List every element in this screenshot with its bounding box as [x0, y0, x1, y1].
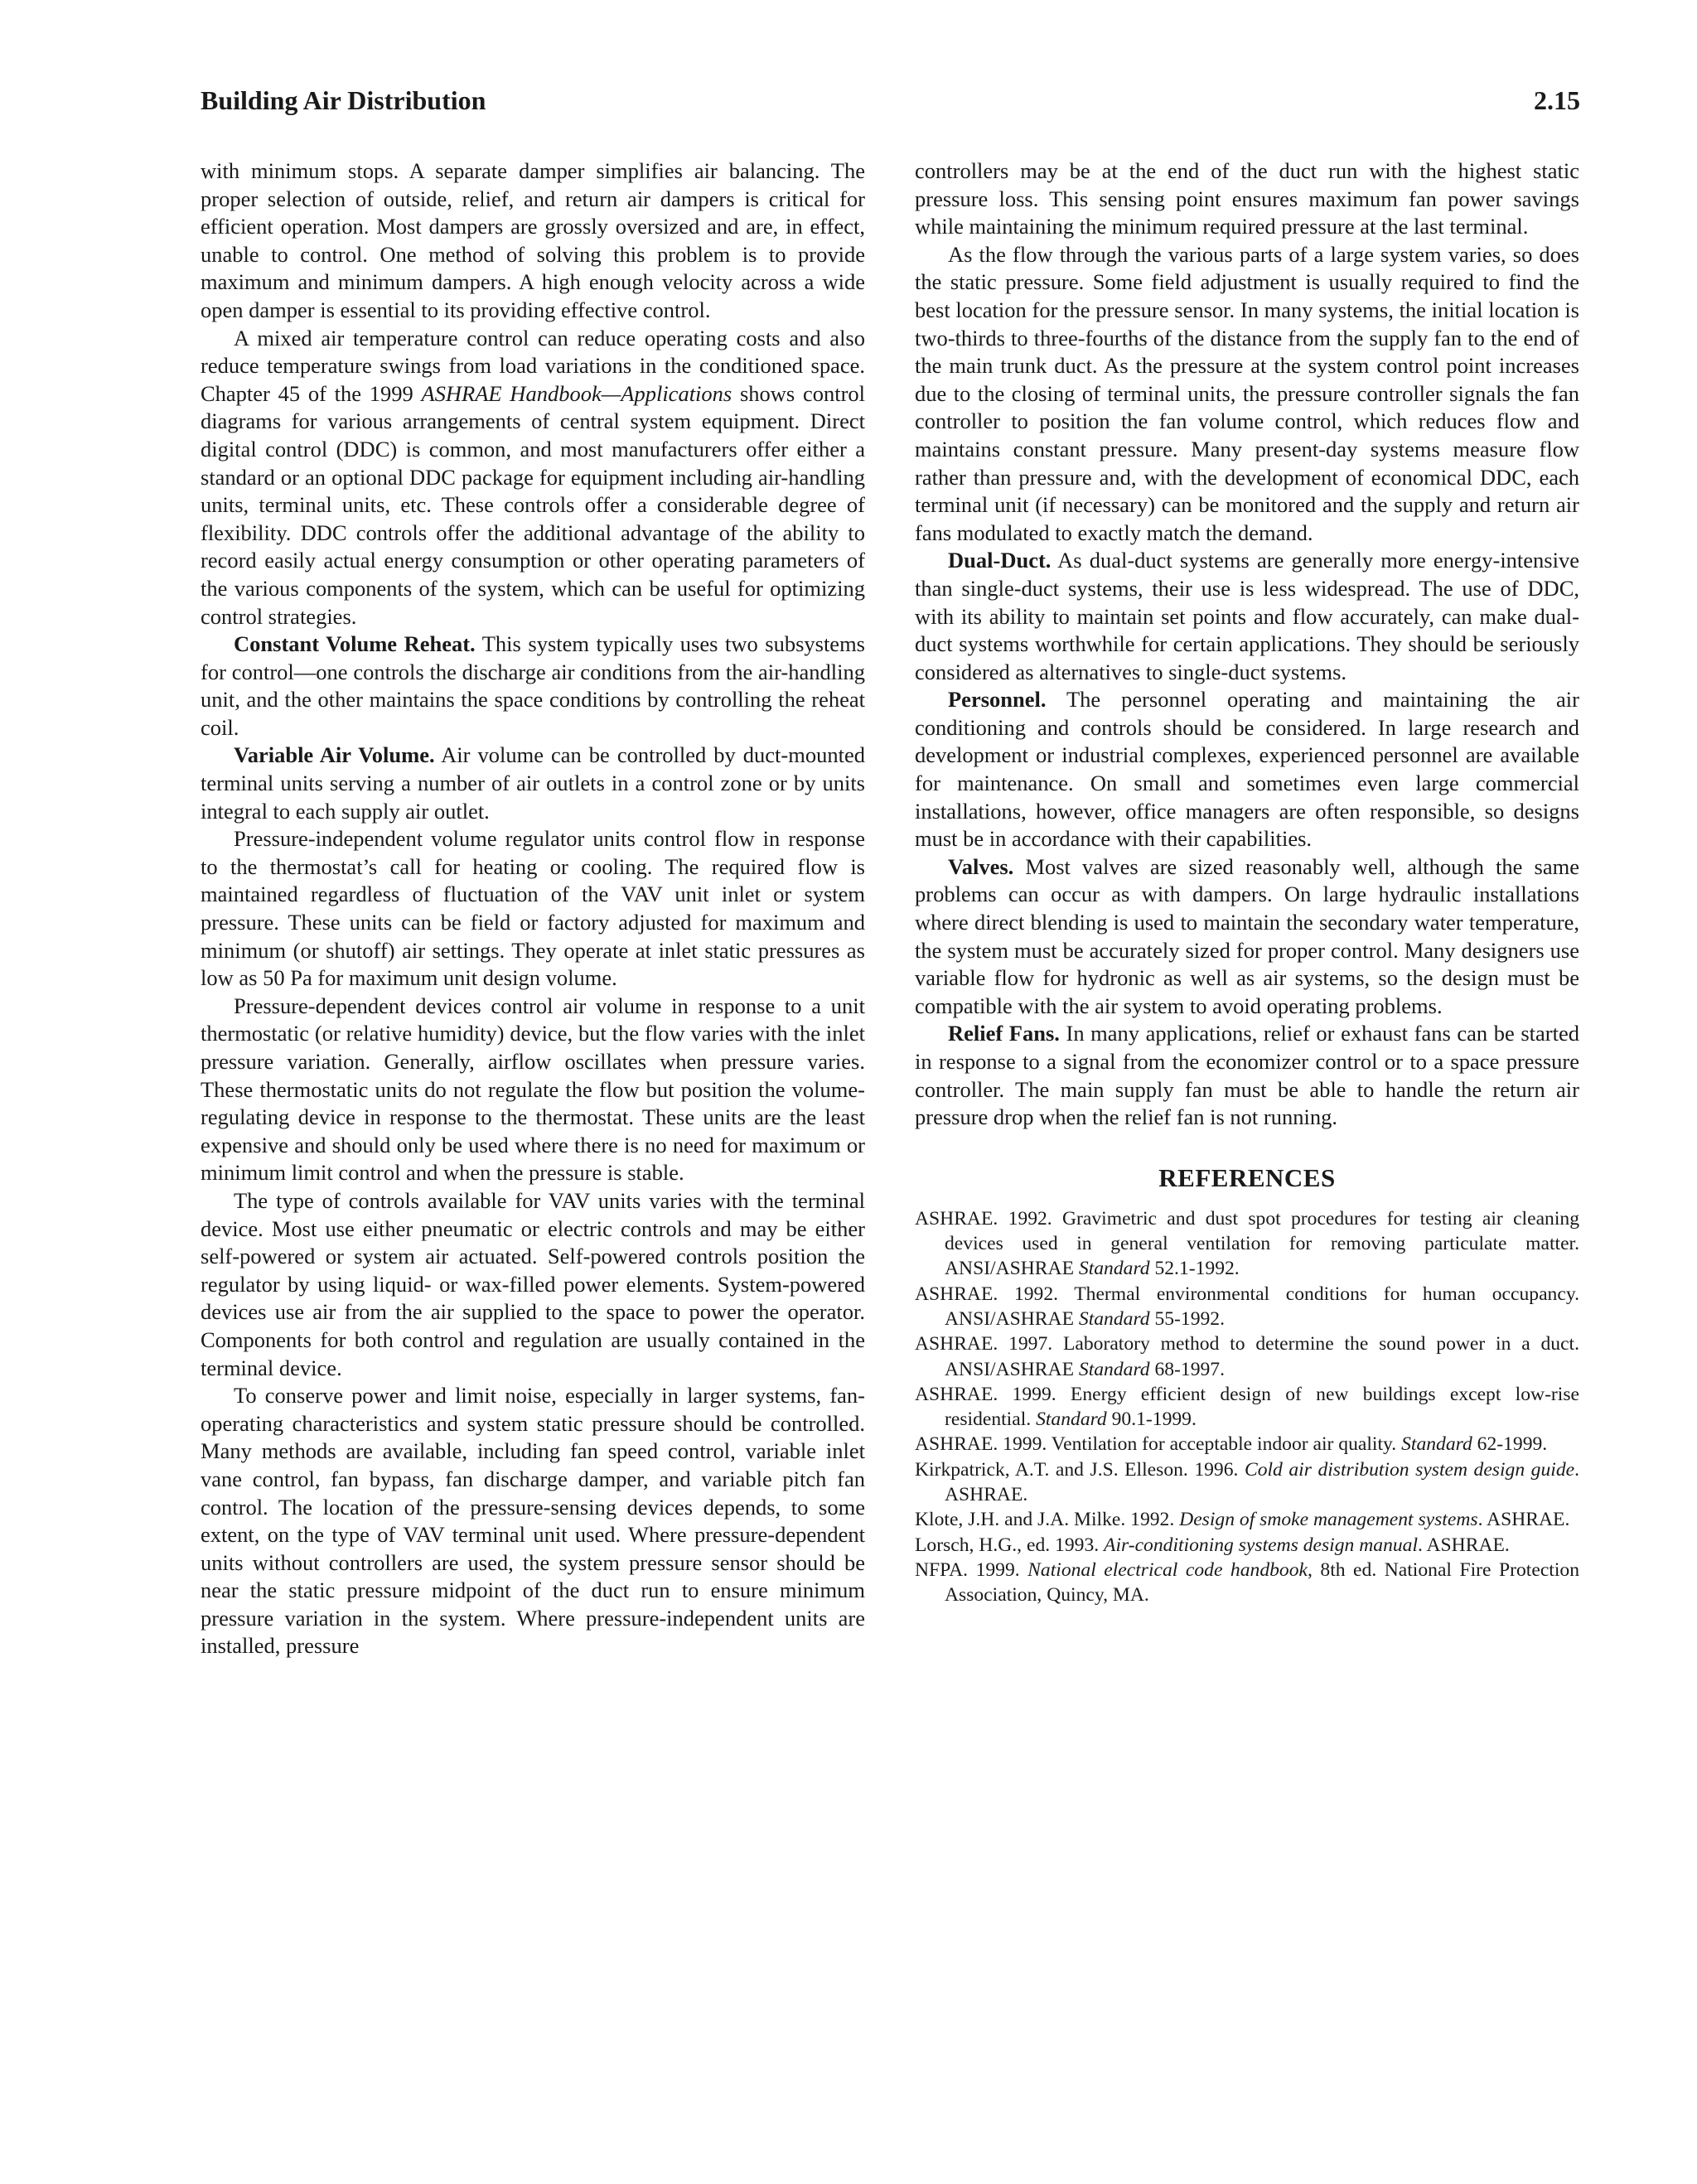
- text-run: Pressure-independent volume regulator units control flow in response to the thermostat’s call for heating or cooling. The required flow is maintained regardless of fluctuation of the VAV unit inlet or system pressure. These units can be field or factory adjusted for maximum and minimum (or shutoff) air settings. They operate at inlet static pressures as low as 50 Pa for maximum unit design volume.: [201, 826, 865, 991]
- text-run: ASHRAE. 1999. Ventilation for acceptable indoor air quality.: [915, 1433, 1402, 1456]
- text-run: 55-1992.: [1149, 1307, 1225, 1330]
- reference-entry: [915, 1206, 1579, 1282]
- run-in-heading: Valves.: [948, 853, 1014, 879]
- text-run: To conserve power and limit noise, especially in larger systems, fan-operating characteristics and system static pressure should be controlled. Many methods are available, including fan speed control, variable inlet vane control, fan bypass, fan discharge damper, and variable pitch fan control. The location of the pressure-sensing devices depends, to some extent, on the type of VAV terminal unit used. Where pressure-dependent units without controllers are used, the system pressure sensor should be near the static pressure midpoint of the duct run to ensure minimum pressure variation in the system. Where pressure-independent units are installed, pressure: [201, 1383, 865, 1659]
- text-run: Most valves are sized reasonably well, although the same problems can occur as with dampers. On large hydraulic installations where direct blending is used to maintain the secondary water temperature, the system must be accurately sized for proper control. Many designers use variable flow for hydronic as well as air systems, so the design must be compatible with the air system to avoid operating problems.: [915, 853, 1579, 1018]
- text-run: Pressure-dependent devices control air volume in response to a unit thermostatic (or relative humidity) device, but the flow varies with the inlet pressure variation. Generally, airflow oscillates when pressure varies. These thermostatic units do not regulate the flow but position the volume-regulating device in response to the thermostat. These units are the least expensive and should only be used where there is no need for maximum or minimum limit control and when the pressure is stable.: [201, 993, 865, 1186]
- reference-entry: [915, 1282, 1579, 1332]
- text-run: ASHRAE. 1992. Thermal environmental conditions for human occupancy. ANSI/ASHRAE: [915, 1283, 1579, 1330]
- text-run: A mixed air temperature control can reduce operating costs and also reduce temperature swings from load variations in the conditioned space. Chapter 45 of the 1999: [201, 325, 865, 406]
- body-paragraph: [201, 825, 865, 993]
- left-column: [201, 157, 865, 1660]
- text-run: ASHRAE. 1997. Laboratory method to determine the sound power in a duct. ANSI/ASHRAE: [915, 1333, 1579, 1380]
- references-heading: REFERENCES: [1158, 1162, 1336, 1192]
- text-run: Lorsch, H.G., ed. 1993.: [915, 1534, 1105, 1556]
- right-column-body: [915, 157, 1579, 1132]
- run-in-heading: Personnel.: [948, 687, 1047, 713]
- run-in-heading: Constant Volume Reheat.: [234, 631, 476, 657]
- italic-text: Air-conditioning systems design manual: [1104, 1534, 1419, 1556]
- reference-list: [915, 1206, 1579, 1608]
- text-run: As dual-duct systems are generally more energy-intensive than single-duct systems, their use is less widespread. The use of DDC, with its ability to maintain set points and flow accurately, can make dual-duct systems worthwhile for certain applications. They should be seriously considered as alternatives to single-duct systems.: [915, 548, 1579, 684]
- italic-text: Standard: [1401, 1433, 1472, 1456]
- text-run: This system typically uses two subsystems for control—one controls the discharge air conditions from the air-handling unit, and the other maintains the space conditions by controlling the reheat coil.: [201, 631, 865, 740]
- reference-entry: [915, 1558, 1579, 1608]
- italic-text: Standard: [1078, 1307, 1150, 1330]
- right-column: [915, 157, 1579, 1608]
- text-run: 52.1-1992.: [1149, 1258, 1240, 1280]
- reference-entry: [915, 1533, 1579, 1558]
- body-paragraph: [201, 325, 865, 631]
- body-paragraph: [201, 1187, 865, 1382]
- text-run: In many applications, relief or exhaust fans can be started in response to a signal from the economizer control or to a space pressure controller. The main supply fan must be able to handle the return air pressure drop when the relief fan is not running.: [915, 1021, 1579, 1130]
- italic-text: National electrical code handbook: [1027, 1558, 1308, 1581]
- body-paragraph: [201, 1382, 865, 1660]
- italic-text: Design of smoke management systems: [1179, 1509, 1478, 1531]
- italic-text: Cold air distribution system design guide: [1244, 1458, 1575, 1481]
- text-run: . ASHRAE.: [1477, 1509, 1570, 1531]
- run-in-paragraph: [915, 686, 1579, 853]
- text-run: with minimum stops. A separate damper simplifies air balancing. The proper selection of outside, relief, and return air dampers is critical for efficient operation. Most dampers are grossly oversized and are, in effect, unable to control. One method of solving this problem is to provide maximum and minimum dampers. A high enough velocity across a wide open damper is essential to its providing effective control.: [201, 158, 865, 322]
- italic-text: Standard: [1078, 1358, 1150, 1380]
- text-run: The personnel operating and maintaining the air conditioning and controls should be considered. In large research and development or industrial complexes, experienced personnel are available for maintenance. On small and sometimes even large commercial installations, however, office managers are often responsible, so designs must be in accordance with their capabilities.: [915, 687, 1579, 852]
- text-run: 90.1-1999.: [1106, 1408, 1197, 1431]
- reference-entry: [915, 1331, 1579, 1382]
- reference-entry: [915, 1507, 1579, 1532]
- text-run: , 8th ed. National Fire Protection Association, Quincy, MA.: [945, 1558, 1579, 1607]
- running-head: [201, 81, 1580, 119]
- reference-entry: [915, 1457, 1579, 1508]
- text-run: controllers may be at the end of the duct run with the highest static pressure loss. This sensing point ensures maximum fan power savings while maintaining the minimum required pressure at the last terminal.: [915, 158, 1579, 239]
- text-run: NFPA. 1999.: [915, 1558, 1028, 1581]
- run-in-paragraph: [201, 742, 865, 825]
- run-in-paragraph: [201, 631, 865, 742]
- run-in-heading: Variable Air Volume.: [234, 742, 435, 768]
- reference-entry: [915, 1432, 1579, 1457]
- body-paragraph: [201, 993, 865, 1187]
- text-run: shows control diagrams for various arrangements of central system equipment. Direct digital control (DDC) is common, and most manufacturers offer either a standard or an optional DDC package for equipment including air-handling units, terminal units, etc. These controls offer a considerable degree of flexibility. DDC controls offer the additional advantage of the ability to record easily actual energy consumption or other operating parameters of the various components of the system, which can be useful for optimizing control strategies.: [201, 380, 866, 629]
- text-run: ASHRAE. 1992. Gravimetric and dust spot procedures for testing air cleaning devices used in general ventilation for removing particulate matter. ANSI/ASHRAE: [915, 1207, 1579, 1280]
- italic-text: Standard: [1036, 1408, 1107, 1431]
- text-run: Air volume can be controlled by duct-mounted terminal units serving a number of air outlets in a control zone or by units integral to each supply air outlet.: [201, 742, 865, 824]
- section-title: Building Air Distribution: [201, 85, 486, 115]
- run-in-paragraph: [915, 547, 1579, 686]
- text-run: The type of controls available for VAV units varies with the terminal device. Most use either pneumatic or electric controls and may be either self-powered or system air actuated. Self-powered controls position the regulator by using liquid- or wax-filled power elements. System-powered devices use air from the air supplied to the space to power the operator. Components for both control and regulation are usually contained in the terminal device.: [201, 1187, 865, 1380]
- body-paragraph: [915, 241, 1579, 548]
- text-run: Kirkpatrick, A.T. and J.S. Elleson. 1996.: [915, 1458, 1245, 1481]
- text-run: 68-1997.: [1149, 1358, 1225, 1380]
- run-in-heading: Relief Fans.: [948, 1021, 1060, 1046]
- page-number: 2.15: [1534, 85, 1580, 115]
- body-paragraph: [915, 157, 1579, 241]
- text-run: As the flow through the various parts of a large system varies, so does the static pressure. Some field adjustment is usually required to find the best location for the pressure sensor. In many systems, the initial location is two-thirds to three-fourths of the distance from the supply fan to the end of the main trunk duct. As the pressure at the system control point increases due to the closing of terminal units, the pressure controller signals the fan controller to position the fan volume control, which reduces flow and maintains constant pressure. Many present-day systems measure flow rather than pressure and, with the development of economical DDC, each terminal unit (if necessary) can be monitored and the supply and return air fans modulated to exactly match the demand.: [915, 241, 1579, 545]
- run-in-paragraph: [915, 853, 1579, 1021]
- italic-text: Standard: [1078, 1258, 1150, 1280]
- reference-entry: [915, 1382, 1579, 1433]
- text-run: 62-1999.: [1472, 1433, 1548, 1456]
- text-run: Klote, J.H. and J.A. Milke. 1992.: [915, 1509, 1180, 1531]
- italic-text: ASHRAE Handbook—Applications: [421, 380, 732, 406]
- run-in-paragraph: [915, 1020, 1579, 1131]
- body-paragraph: [201, 157, 865, 325]
- run-in-heading: Dual-Duct.: [948, 548, 1052, 573]
- text-run: ASHRAE. 1999. Energy efficient design of new buildings except low-rise residential.: [915, 1383, 1579, 1431]
- text-run: . ASHRAE.: [1418, 1534, 1510, 1556]
- text-run: . ASHRAE.: [945, 1458, 1579, 1506]
